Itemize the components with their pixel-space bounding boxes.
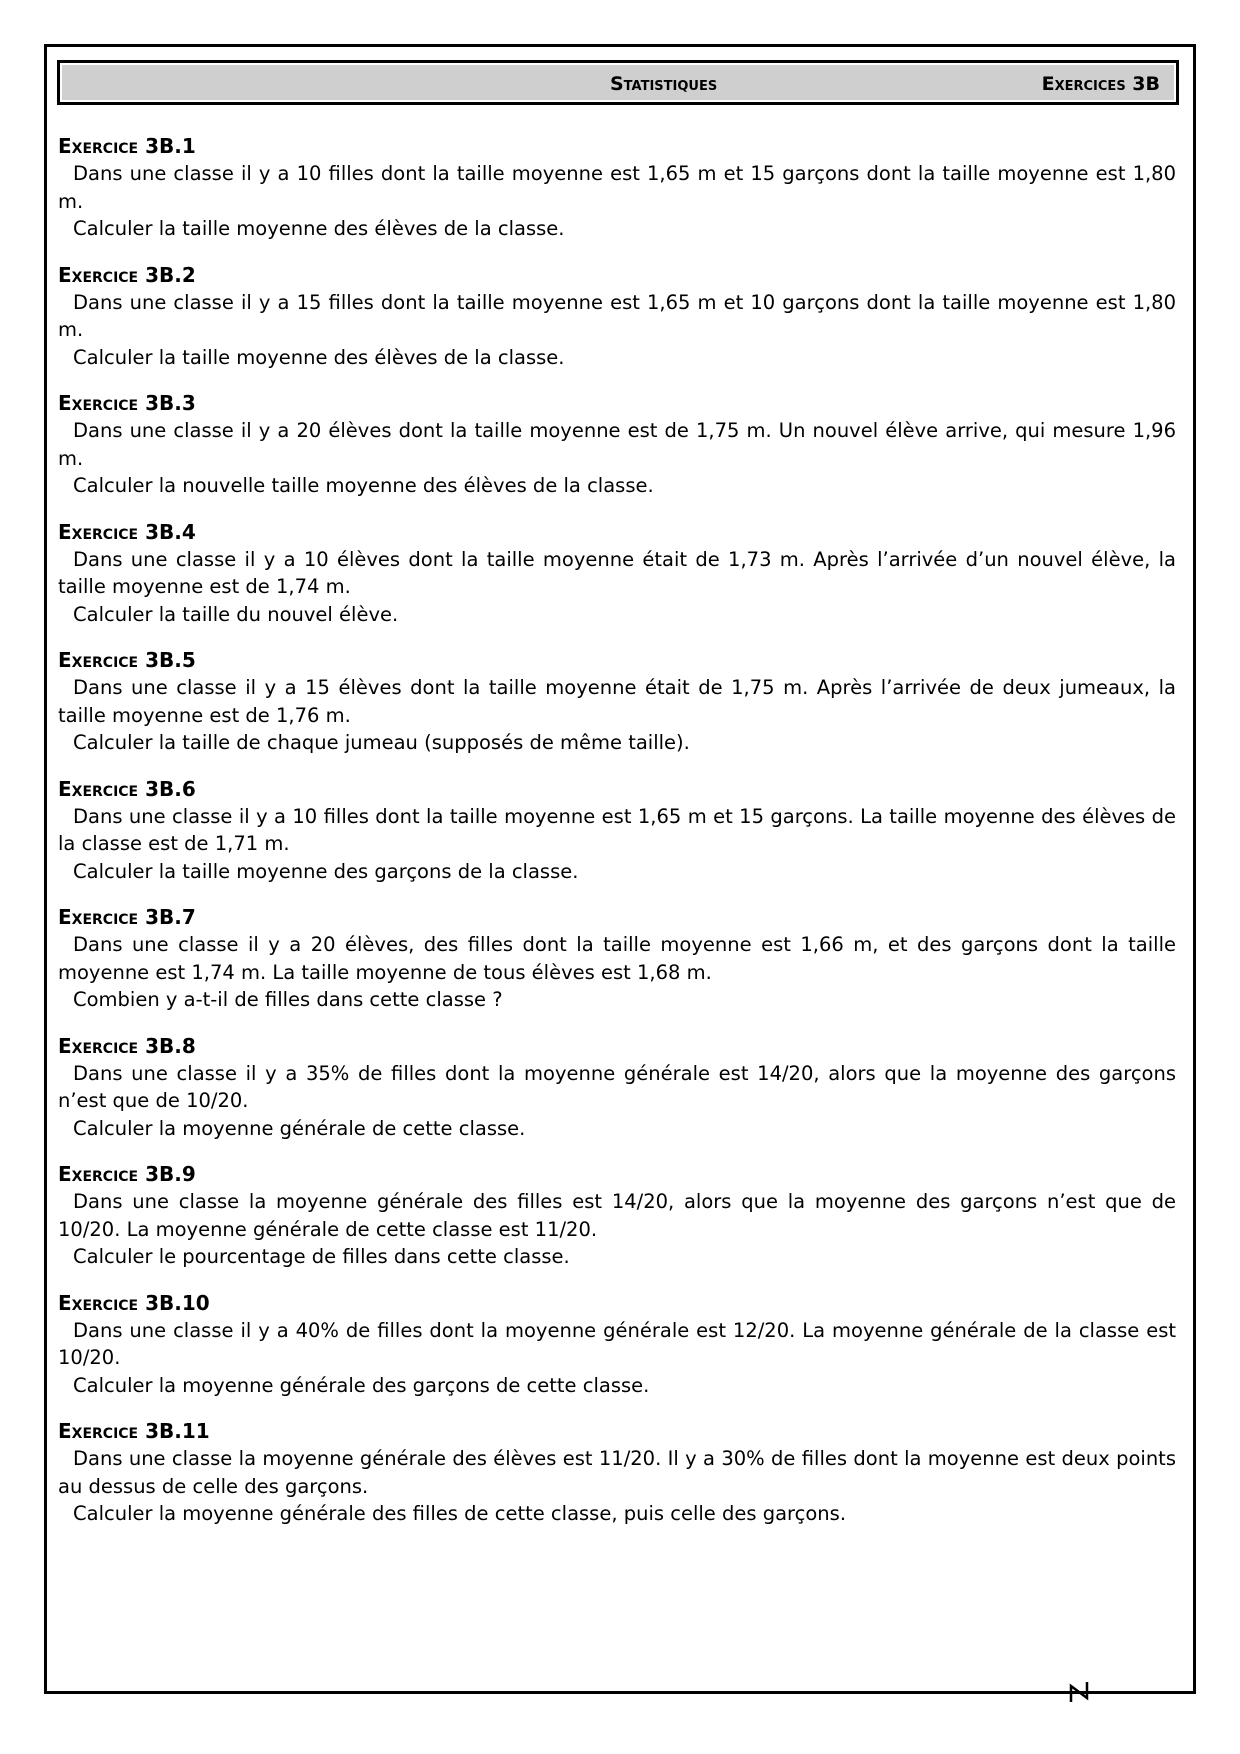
exercise-title: Exercice 3B.3 [58, 391, 196, 415]
exercise-question: Calculer la moyenne générale des filles de cette classe, puis celle des garçons. [73, 1502, 847, 1525]
exercise-statement: Dans une classe il y a 15 élèves dont la taille moyenne était de 1,75 m. Après l’arrivée de deux jumeaux, la taille moyenne est de 1,76 m. [58, 676, 1176, 727]
exercise-statement: Dans une classe la moyenne générale des élèves est 11/20. Il y a 30% de filles dont la moyenne est deux points au dessus de celle des garçons. [58, 1447, 1176, 1498]
exercise-title: Exercice 3B.11 [58, 1419, 210, 1443]
exercise-3b-10 [58, 1289, 1176, 1400]
exercise-statement: Dans une classe il y a 10 élèves dont la taille moyenne était de 1,73 m. Après l’arrivée d’un nouvel élève, la taille moyenne est de 1,74 m. [58, 547, 1176, 598]
exercise-statement: Dans une classe il y a 35% de filles dont la moyenne générale est 14/20, alors que la moyenne des garçons n’est que de 10/20. [58, 1061, 1176, 1112]
exercise-3b-5 [58, 646, 1176, 757]
exercise-3b-1 [58, 132, 1176, 243]
exercise-statement: Dans une classe il y a 15 filles dont la taille moyenne est 1,65 m et 10 garçons dont la taille moyenne est 1,80 m. [58, 290, 1176, 341]
exercise-statement: Dans une classe il y a 20 élèves, des filles dont la taille moyenne est 1,66 m, et des garçons dont la taille moyenne est 1,74 m. La taille moyenne de tous élèves est 1,68 m. [58, 933, 1176, 984]
exercise-statement: Dans une classe la moyenne générale des filles est 14/20, alors que la moyenne des garçons n’est que de 10/20. La moyenne générale de cette classe est 11/20. [58, 1190, 1176, 1241]
exercise-question: Calculer la moyenne générale de cette classe. [73, 1116, 526, 1140]
exercise-question: Calculer la nouvelle taille moyenne des élèves de la classe. [73, 474, 654, 497]
page-header [57, 60, 1179, 105]
exercise-3b-11 [58, 1417, 1176, 1528]
header-section: Exercices 3B [1041, 73, 1160, 95]
exercise-title: Exercice 3B.6 [58, 776, 196, 801]
exercise-title: Exercice 3B.1 [58, 134, 196, 158]
exercise-3b-6 [58, 775, 1176, 886]
exercise-title: Exercice 3B.7 [58, 905, 196, 929]
exercise-3b-8 [58, 1032, 1176, 1143]
exercise-3b-7 [58, 903, 1176, 1014]
exercise-question: Calculer le pourcentage de filles dans cette classe. [73, 1245, 570, 1268]
exercise-title: Exercice 3B.9 [58, 1162, 196, 1186]
exercise-3b-4 [58, 518, 1176, 629]
exercise-question: Calculer la taille moyenne des élèves de la classe. [73, 345, 565, 369]
exercise-list [58, 132, 1176, 1546]
exercise-statement: Dans une classe il y a 40% de filles dont la moyenne générale est 12/20. La moyenne générale de la classe est 10/20. [58, 1318, 1176, 1369]
exercise-question: Calculer la taille du nouvel élève. [73, 602, 399, 626]
exercise-3b-9 [58, 1160, 1176, 1271]
exercise-title: Exercice 3B.10 [58, 1290, 210, 1315]
exercise-statement: Dans une classe il y a 10 filles dont la taille moyenne est 1,65 m et 15 garçons dont la taille moyenne est 1,80 m. [58, 162, 1176, 213]
exercise-question: Calculer la taille moyenne des garçons de la classe. [73, 859, 579, 883]
exercise-3b-3 [58, 389, 1176, 500]
exercise-statement: Dans une classe il y a 10 filles dont la taille moyenne est 1,65 m et 15 garçons. La taille moyenne des élèves de la classe est de 1,71 m. [58, 804, 1176, 855]
exercise-statement: Dans une classe il y a 20 élèves dont la taille moyenne est de 1,75 m. Un nouvel élève arrive, qui mesure 1,96 m. [58, 419, 1176, 470]
exercise-title: Exercice 3B.5 [58, 648, 196, 672]
exercise-title: Exercice 3B.4 [58, 519, 196, 544]
corner-mark-icon [1068, 1680, 1092, 1704]
exercise-question: Combien y a-t-il de filles dans cette classe ? [73, 988, 503, 1011]
exercise-title: Exercice 3B.2 [58, 262, 196, 287]
header-title: Statistiques [610, 73, 718, 95]
exercise-question: Calculer la taille moyenne des élèves de la classe. [73, 217, 565, 240]
exercise-question: Calculer la moyenne générale des garçons de cette classe. [73, 1373, 650, 1397]
exercise-title: Exercice 3B.8 [58, 1033, 196, 1058]
exercise-question: Calculer la taille de chaque jumeau (supposés de même taille). [73, 731, 690, 754]
exercise-3b-2 [58, 261, 1176, 372]
